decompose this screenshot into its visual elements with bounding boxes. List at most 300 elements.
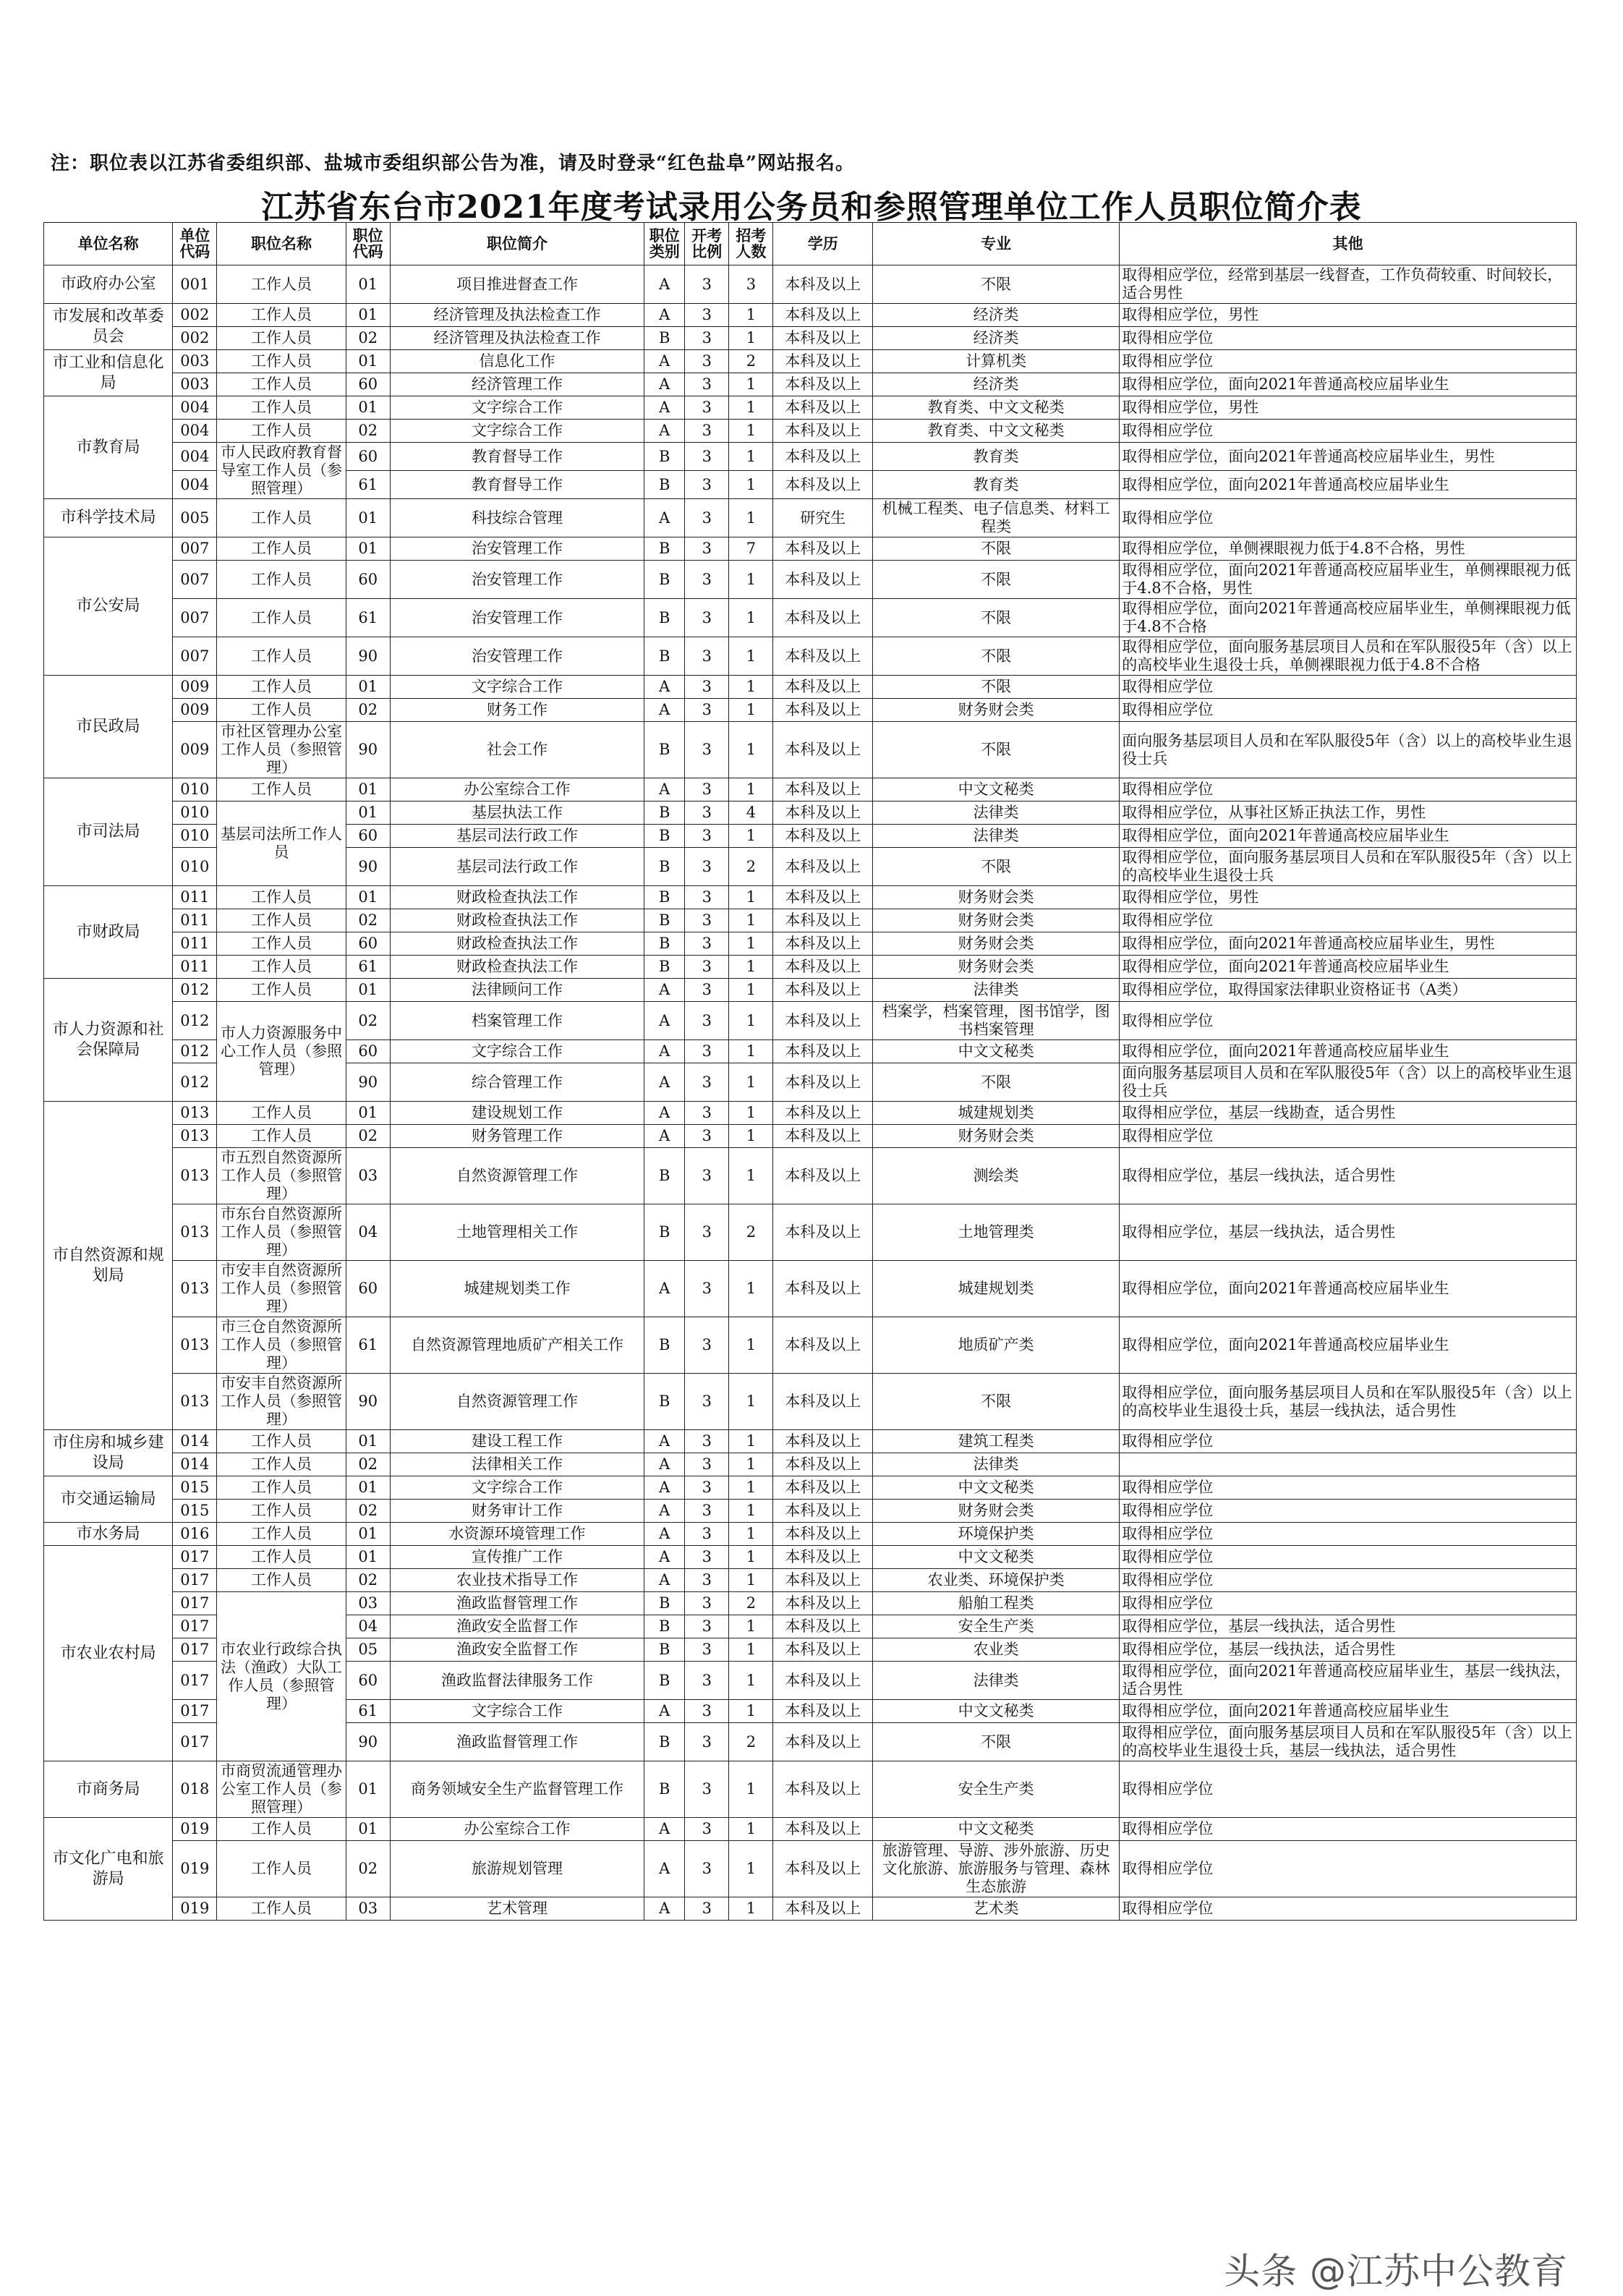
category-cell: A bbox=[644, 1818, 685, 1841]
ratio-cell: 3 bbox=[685, 1523, 729, 1546]
position-name-cell: 工作人员 bbox=[217, 1897, 346, 1921]
page-title: 江苏省东台市2021年度考试录用公务员和参照管理单位工作人员职位简介表 bbox=[261, 189, 1362, 226]
position-code-cell: 01 bbox=[346, 676, 390, 699]
position-code-cell: 01 bbox=[346, 1818, 390, 1841]
position-code-cell: 61 bbox=[346, 471, 390, 499]
count-cell: 1 bbox=[729, 1261, 773, 1317]
position-name-cell: 工作人员 bbox=[217, 1500, 346, 1523]
major-cell: 教育类 bbox=[872, 443, 1119, 471]
category-cell: B bbox=[644, 599, 685, 637]
unit-name-cell: 市政府办公室 bbox=[44, 265, 173, 304]
position-code-cell: 03 bbox=[346, 1148, 390, 1204]
major-cell: 法律类 bbox=[872, 802, 1119, 825]
table-row bbox=[44, 637, 1577, 676]
ratio-cell: 3 bbox=[685, 1615, 729, 1638]
other-cell: 取得相应学位，单侧裸眼视力低于4.8不合格，男性 bbox=[1120, 537, 1577, 561]
other-cell: 取得相应学位 bbox=[1120, 699, 1577, 722]
count-cell: 1 bbox=[729, 1841, 773, 1897]
education-cell: 研究生 bbox=[773, 499, 873, 537]
count-cell: 2 bbox=[729, 1592, 773, 1615]
other-cell: 取得相应学位，面向2021年普通高校应届毕业生，单侧裸眼视力低于4.8不合格 bbox=[1120, 599, 1577, 637]
count-cell: 1 bbox=[729, 1569, 773, 1592]
other-cell: 取得相应学位，面向2021年普通高校应届毕业生 bbox=[1120, 1040, 1577, 1063]
count-cell: 1 bbox=[729, 1897, 773, 1921]
count-cell: 1 bbox=[729, 1546, 773, 1569]
count-cell: 1 bbox=[729, 722, 773, 778]
major-cell: 不限 bbox=[872, 599, 1119, 637]
other-cell: 取得相应学位 bbox=[1120, 1897, 1577, 1921]
ratio-cell: 3 bbox=[685, 979, 729, 1002]
position-code-cell: 03 bbox=[346, 1897, 390, 1921]
ratio-cell: 3 bbox=[685, 886, 729, 909]
position-code-cell: 02 bbox=[346, 699, 390, 722]
education-cell: 本科及以上 bbox=[773, 1500, 873, 1523]
unit-code-cell: 013 bbox=[173, 1102, 217, 1125]
unit-code-cell: 007 bbox=[173, 561, 217, 599]
position-name-cell: 基层司法所工作人员 bbox=[217, 802, 346, 886]
major-cell: 不限 bbox=[872, 848, 1119, 886]
ratio-cell: 3 bbox=[685, 443, 729, 471]
category-cell: A bbox=[644, 979, 685, 1002]
count-cell: 1 bbox=[729, 1430, 773, 1453]
unit-code-cell: 009 bbox=[173, 699, 217, 722]
position-name-cell: 工作人员 bbox=[217, 537, 346, 561]
ratio-cell: 3 bbox=[685, 1317, 729, 1374]
position-code-cell: 90 bbox=[346, 848, 390, 886]
count-cell: 1 bbox=[729, 420, 773, 443]
other-cell: 取得相应学位，男性 bbox=[1120, 304, 1577, 327]
major-cell: 法律类 bbox=[872, 979, 1119, 1002]
position-code-cell: 02 bbox=[346, 1453, 390, 1476]
major-cell: 旅游管理、导游、涉外旅游、历史文化旅游、旅游服务与管理、森林生态旅游 bbox=[872, 1841, 1119, 1897]
other-cell: 取得相应学位，面向服务基层项目人员和在军队服役5年（含）以上的高校毕业生退役士兵 bbox=[1120, 848, 1577, 886]
education-cell: 本科及以上 bbox=[773, 1148, 873, 1204]
major-cell: 环境保护类 bbox=[872, 1523, 1119, 1546]
count-cell: 1 bbox=[729, 304, 773, 327]
table-row bbox=[44, 1818, 1577, 1841]
category-cell: B bbox=[644, 537, 685, 561]
count-cell: 1 bbox=[729, 825, 773, 848]
position-name-cell: 工作人员 bbox=[217, 676, 346, 699]
ratio-cell: 3 bbox=[685, 1569, 729, 1592]
position-desc-cell: 商务领域安全生产监督管理工作 bbox=[390, 1761, 644, 1818]
ratio-cell: 3 bbox=[685, 1546, 729, 1569]
category-cell: B bbox=[644, 1761, 685, 1818]
major-cell: 财务财会类 bbox=[872, 1125, 1119, 1148]
major-cell: 财务财会类 bbox=[872, 909, 1119, 932]
other-cell: 取得相应学位，面向2021年普通高校应届毕业生，男性 bbox=[1120, 932, 1577, 956]
position-name-cell: 工作人员 bbox=[217, 1546, 346, 1569]
unit-code-cell: 010 bbox=[173, 848, 217, 886]
unit-code-cell: 013 bbox=[173, 1317, 217, 1374]
ratio-cell: 3 bbox=[685, 1723, 729, 1761]
ratio-cell: 3 bbox=[685, 848, 729, 886]
position-code-cell: 60 bbox=[346, 825, 390, 848]
position-code-cell: 02 bbox=[346, 909, 390, 932]
count-cell: 1 bbox=[729, 979, 773, 1002]
position-code-cell: 01 bbox=[346, 350, 390, 373]
count-cell: 3 bbox=[729, 265, 773, 304]
position-name-cell: 工作人员 bbox=[217, 932, 346, 956]
major-cell: 城建规划类 bbox=[872, 1261, 1119, 1317]
count-cell: 1 bbox=[729, 1453, 773, 1476]
count-cell: 1 bbox=[729, 1615, 773, 1638]
education-cell: 本科及以上 bbox=[773, 1897, 873, 1921]
unit-code-cell: 003 bbox=[173, 373, 217, 396]
other-cell: 面向服务基层项目人员和在军队服役5年（含）以上的高校毕业生退役士兵 bbox=[1120, 722, 1577, 778]
position-name-cell: 工作人员 bbox=[217, 561, 346, 599]
unit-code-cell: 017 bbox=[173, 1569, 217, 1592]
unit-code-cell: 013 bbox=[173, 1374, 217, 1430]
education-cell: 本科及以上 bbox=[773, 1317, 873, 1374]
unit-name-cell: 市公安局 bbox=[44, 537, 173, 676]
other-cell: 面向服务基层项目人员和在军队服役5年（含）以上的高校毕业生退役士兵 bbox=[1120, 1063, 1577, 1102]
table-row bbox=[44, 599, 1577, 637]
major-cell: 财务财会类 bbox=[872, 956, 1119, 979]
count-cell: 1 bbox=[729, 932, 773, 956]
other-cell: 取得相应学位，面向服务基层项目人员和在军队服役5年（含）以上的高校毕业生退役士兵，基层一线执法，适合男性 bbox=[1120, 1723, 1577, 1761]
position-code-cell: 04 bbox=[346, 1204, 390, 1261]
education-cell: 本科及以上 bbox=[773, 1662, 873, 1700]
category-cell: A bbox=[644, 1040, 685, 1063]
education-cell: 本科及以上 bbox=[773, 1569, 873, 1592]
position-code-cell: 01 bbox=[346, 1761, 390, 1818]
position-code-cell: 01 bbox=[346, 537, 390, 561]
notice-text: 注：职位表以江苏省委组织部、盐城市委组织部公告为准，请及时登录“红色盐阜”网站报名。 bbox=[51, 153, 855, 174]
position-desc-cell: 建设规划工作 bbox=[390, 1102, 644, 1125]
ratio-cell: 3 bbox=[685, 1430, 729, 1453]
position-desc-cell: 治安管理工作 bbox=[390, 637, 644, 676]
ratio-cell: 3 bbox=[685, 1592, 729, 1615]
position-desc-cell: 旅游规划管理 bbox=[390, 1841, 644, 1897]
header-cell: 职位类别 bbox=[644, 223, 685, 265]
category-cell: A bbox=[644, 373, 685, 396]
table-row bbox=[44, 1430, 1577, 1453]
major-cell: 教育类、中文文秘类 bbox=[872, 420, 1119, 443]
unit-name-cell: 市水务局 bbox=[44, 1523, 173, 1546]
table-body bbox=[44, 265, 1577, 1921]
position-name-cell: 市五烈自然资源所工作人员（参照管理） bbox=[217, 1148, 346, 1204]
position-desc-cell: 办公室综合工作 bbox=[390, 1818, 644, 1841]
category-cell: B bbox=[644, 1638, 685, 1662]
ratio-cell: 3 bbox=[685, 327, 729, 350]
category-cell: A bbox=[644, 1841, 685, 1897]
table-row bbox=[44, 1102, 1577, 1125]
position-desc-cell: 治安管理工作 bbox=[390, 561, 644, 599]
major-cell: 建筑工程类 bbox=[872, 1430, 1119, 1453]
ratio-cell: 3 bbox=[685, 1453, 729, 1476]
table-row bbox=[44, 676, 1577, 699]
position-desc-cell: 文字综合工作 bbox=[390, 676, 644, 699]
unit-code-cell: 018 bbox=[173, 1761, 217, 1818]
table-row bbox=[44, 420, 1577, 443]
position-desc-cell: 综合管理工作 bbox=[390, 1063, 644, 1102]
unit-code-cell: 017 bbox=[173, 1546, 217, 1569]
position-name-cell: 工作人员 bbox=[217, 420, 346, 443]
position-code-cell: 04 bbox=[346, 1615, 390, 1638]
unit-code-cell: 003 bbox=[173, 350, 217, 373]
major-cell: 教育类 bbox=[872, 471, 1119, 499]
count-cell: 1 bbox=[729, 1500, 773, 1523]
unit-code-cell: 019 bbox=[173, 1818, 217, 1841]
major-cell: 不限 bbox=[872, 537, 1119, 561]
other-cell: 取得相应学位 bbox=[1120, 1569, 1577, 1592]
education-cell: 本科及以上 bbox=[773, 956, 873, 979]
position-name-cell: 工作人员 bbox=[217, 1523, 346, 1546]
category-cell: B bbox=[644, 1592, 685, 1615]
count-cell: 1 bbox=[729, 561, 773, 599]
position-name-cell: 工作人员 bbox=[217, 304, 346, 327]
position-name-cell: 市人民政府教育督导室工作人员（参照管理） bbox=[217, 443, 346, 499]
position-desc-cell: 艺术管理 bbox=[390, 1897, 644, 1921]
unit-code-cell: 004 bbox=[173, 420, 217, 443]
table-row bbox=[44, 1261, 1577, 1317]
position-desc-cell: 农业技术指导工作 bbox=[390, 1569, 644, 1592]
unit-code-cell: 013 bbox=[173, 1125, 217, 1148]
category-cell: B bbox=[644, 1723, 685, 1761]
ratio-cell: 3 bbox=[685, 1500, 729, 1523]
major-cell: 计算机类 bbox=[872, 350, 1119, 373]
header-cell: 职位名称 bbox=[217, 223, 346, 265]
category-cell: B bbox=[644, 956, 685, 979]
major-cell: 经济类 bbox=[872, 373, 1119, 396]
position-code-cell: 02 bbox=[346, 1125, 390, 1148]
category-cell: B bbox=[644, 1317, 685, 1374]
category-cell: A bbox=[644, 1546, 685, 1569]
education-cell: 本科及以上 bbox=[773, 676, 873, 699]
table-header-row bbox=[44, 223, 1577, 265]
ratio-cell: 3 bbox=[685, 1063, 729, 1102]
unit-code-cell: 012 bbox=[173, 1002, 217, 1040]
category-cell: B bbox=[644, 1148, 685, 1204]
other-cell: 取得相应学位，基层一线执法，适合男性 bbox=[1120, 1615, 1577, 1638]
major-cell: 机械工程类、电子信息类、材料工程类 bbox=[872, 499, 1119, 537]
ratio-cell: 3 bbox=[685, 1374, 729, 1430]
position-desc-cell: 城建规划类工作 bbox=[390, 1261, 644, 1317]
category-cell: A bbox=[644, 1063, 685, 1102]
education-cell: 本科及以上 bbox=[773, 722, 873, 778]
unit-code-cell: 011 bbox=[173, 956, 217, 979]
table-row bbox=[44, 1317, 1577, 1374]
position-desc-cell: 渔政监督法律服务工作 bbox=[390, 1662, 644, 1700]
position-code-cell: 90 bbox=[346, 1063, 390, 1102]
position-desc-cell: 教育督导工作 bbox=[390, 471, 644, 499]
position-name-cell: 工作人员 bbox=[217, 1430, 346, 1453]
position-code-cell: 90 bbox=[346, 1723, 390, 1761]
ratio-cell: 3 bbox=[685, 1261, 729, 1317]
unit-code-cell: 019 bbox=[173, 1841, 217, 1897]
count-cell: 1 bbox=[729, 1476, 773, 1500]
category-cell: A bbox=[644, 1125, 685, 1148]
position-code-cell: 01 bbox=[346, 1430, 390, 1453]
position-desc-cell: 法律顾问工作 bbox=[390, 979, 644, 1002]
education-cell: 本科及以上 bbox=[773, 265, 873, 304]
major-cell: 经济类 bbox=[872, 304, 1119, 327]
unit-code-cell: 015 bbox=[173, 1500, 217, 1523]
header-cell: 职位简介 bbox=[390, 223, 644, 265]
table-row bbox=[44, 1523, 1577, 1546]
position-desc-cell: 土地管理相关工作 bbox=[390, 1204, 644, 1261]
table-row bbox=[44, 699, 1577, 722]
table-row bbox=[44, 1002, 1577, 1040]
education-cell: 本科及以上 bbox=[773, 1700, 873, 1723]
position-code-cell: 90 bbox=[346, 1374, 390, 1430]
major-cell: 不限 bbox=[872, 1723, 1119, 1761]
unit-code-cell: 011 bbox=[173, 932, 217, 956]
education-cell: 本科及以上 bbox=[773, 1546, 873, 1569]
education-cell: 本科及以上 bbox=[773, 471, 873, 499]
unit-code-cell: 017 bbox=[173, 1662, 217, 1700]
unit-name-cell: 市交通运输局 bbox=[44, 1476, 173, 1523]
education-cell: 本科及以上 bbox=[773, 1818, 873, 1841]
education-cell: 本科及以上 bbox=[773, 420, 873, 443]
position-code-cell: 01 bbox=[346, 802, 390, 825]
count-cell: 2 bbox=[729, 1204, 773, 1261]
position-name-cell: 工作人员 bbox=[217, 909, 346, 932]
unit-code-cell: 011 bbox=[173, 909, 217, 932]
category-cell: A bbox=[644, 1261, 685, 1317]
major-cell: 中文文秘类 bbox=[872, 1546, 1119, 1569]
major-cell: 法律类 bbox=[872, 1662, 1119, 1700]
position-code-cell: 01 bbox=[346, 1102, 390, 1125]
other-cell: 取得相应学位 bbox=[1120, 1125, 1577, 1148]
table-row bbox=[44, 1148, 1577, 1204]
major-cell: 不限 bbox=[872, 1063, 1119, 1102]
position-desc-cell: 自然资源管理工作 bbox=[390, 1148, 644, 1204]
table-row bbox=[44, 886, 1577, 909]
education-cell: 本科及以上 bbox=[773, 599, 873, 637]
table-row bbox=[44, 1500, 1577, 1523]
education-cell: 本科及以上 bbox=[773, 1761, 873, 1818]
category-cell: A bbox=[644, 1569, 685, 1592]
education-cell: 本科及以上 bbox=[773, 350, 873, 373]
education-cell: 本科及以上 bbox=[773, 1723, 873, 1761]
education-cell: 本科及以上 bbox=[773, 373, 873, 396]
education-cell: 本科及以上 bbox=[773, 1615, 873, 1638]
unit-code-cell: 017 bbox=[173, 1615, 217, 1638]
table-row bbox=[44, 265, 1577, 304]
category-cell: B bbox=[644, 848, 685, 886]
count-cell: 1 bbox=[729, 1638, 773, 1662]
unit-name-cell: 市文化广电和旅游局 bbox=[44, 1818, 173, 1921]
position-desc-cell: 教育督导工作 bbox=[390, 443, 644, 471]
position-name-cell: 工作人员 bbox=[217, 499, 346, 537]
table-row bbox=[44, 499, 1577, 537]
count-cell: 1 bbox=[729, 471, 773, 499]
unit-code-cell: 015 bbox=[173, 1476, 217, 1500]
major-cell: 船舶工程类 bbox=[872, 1592, 1119, 1615]
other-cell: 取得相应学位，面向2021年普通高校应届毕业生 bbox=[1120, 1700, 1577, 1723]
unit-code-cell: 009 bbox=[173, 722, 217, 778]
other-cell: 取得相应学位 bbox=[1120, 1476, 1577, 1500]
count-cell: 1 bbox=[729, 396, 773, 420]
unit-code-cell: 001 bbox=[173, 265, 217, 304]
ratio-cell: 3 bbox=[685, 1897, 729, 1921]
other-cell: 取得相应学位，面向2021年普通高校应届毕业生 bbox=[1120, 1261, 1577, 1317]
count-cell: 1 bbox=[729, 1818, 773, 1841]
count-cell: 1 bbox=[729, 1761, 773, 1818]
header-cell: 职位代码 bbox=[346, 223, 390, 265]
other-cell: 取得相应学位，面向2021年普通高校应届毕业生，单侧裸眼视力低于4.8不合格，男性 bbox=[1120, 561, 1577, 599]
category-cell: A bbox=[644, 1002, 685, 1040]
education-cell: 本科及以上 bbox=[773, 561, 873, 599]
count-cell: 1 bbox=[729, 956, 773, 979]
position-name-cell: 工作人员 bbox=[217, 599, 346, 637]
category-cell: B bbox=[644, 802, 685, 825]
other-cell: 取得相应学位 bbox=[1120, 350, 1577, 373]
education-cell: 本科及以上 bbox=[773, 886, 873, 909]
position-code-cell: 60 bbox=[346, 373, 390, 396]
position-name-cell: 工作人员 bbox=[217, 1841, 346, 1897]
table-row bbox=[44, 1476, 1577, 1500]
table-row bbox=[44, 1592, 1577, 1615]
position-name-cell: 工作人员 bbox=[217, 637, 346, 676]
unit-code-cell: 005 bbox=[173, 499, 217, 537]
education-cell: 本科及以上 bbox=[773, 1430, 873, 1453]
unit-name-cell: 市发展和改革委员会 bbox=[44, 304, 173, 350]
category-cell: A bbox=[644, 1430, 685, 1453]
table-row bbox=[44, 1761, 1577, 1818]
ratio-cell: 3 bbox=[685, 722, 729, 778]
major-cell: 教育类、中文文秘类 bbox=[872, 396, 1119, 420]
position-desc-cell: 自然资源管理地质矿产相关工作 bbox=[390, 1317, 644, 1374]
count-cell: 1 bbox=[729, 1063, 773, 1102]
position-desc-cell: 项目推进督查工作 bbox=[390, 265, 644, 304]
table-row bbox=[44, 778, 1577, 802]
education-cell: 本科及以上 bbox=[773, 637, 873, 676]
unit-code-cell: 014 bbox=[173, 1453, 217, 1476]
education-cell: 本科及以上 bbox=[773, 304, 873, 327]
count-cell: 1 bbox=[729, 699, 773, 722]
major-cell: 中文文秘类 bbox=[872, 1700, 1119, 1723]
category-cell: A bbox=[644, 265, 685, 304]
category-cell: B bbox=[644, 1615, 685, 1638]
position-code-cell: 90 bbox=[346, 722, 390, 778]
position-name-cell: 市安丰自然资源所工作人员（参照管理） bbox=[217, 1261, 346, 1317]
major-cell: 经济类 bbox=[872, 327, 1119, 350]
header-cell: 招考人数 bbox=[729, 223, 773, 265]
ratio-cell: 3 bbox=[685, 1040, 729, 1063]
count-cell: 1 bbox=[729, 909, 773, 932]
position-desc-cell: 科技综合管理 bbox=[390, 499, 644, 537]
other-cell: 取得相应学位，面向服务基层项目人员和在军队服役5年（含）以上的高校毕业生退役士兵，单侧裸眼视力低于4.8不合格 bbox=[1120, 637, 1577, 676]
unit-name-cell: 市自然资源和规划局 bbox=[44, 1102, 173, 1430]
position-desc-cell: 渔政安全监督工作 bbox=[390, 1638, 644, 1662]
position-desc-cell: 建设工程工作 bbox=[390, 1430, 644, 1453]
category-cell: B bbox=[644, 932, 685, 956]
table-row bbox=[44, 396, 1577, 420]
unit-code-cell: 009 bbox=[173, 676, 217, 699]
major-cell: 不限 bbox=[872, 561, 1119, 599]
table-row bbox=[44, 1453, 1577, 1476]
major-cell: 不限 bbox=[872, 676, 1119, 699]
table-row bbox=[44, 1569, 1577, 1592]
position-code-cell: 02 bbox=[346, 1841, 390, 1897]
position-code-cell: 01 bbox=[346, 1546, 390, 1569]
position-name-cell: 市人力资源服务中心工作人员（参照管理） bbox=[217, 1002, 346, 1102]
major-cell: 土地管理类 bbox=[872, 1204, 1119, 1261]
position-code-cell: 60 bbox=[346, 561, 390, 599]
other-cell bbox=[1120, 1453, 1577, 1476]
ratio-cell: 3 bbox=[685, 265, 729, 304]
position-desc-cell: 社会工作 bbox=[390, 722, 644, 778]
unit-code-cell: 007 bbox=[173, 637, 217, 676]
position-name-cell: 工作人员 bbox=[217, 778, 346, 802]
category-cell: A bbox=[644, 1500, 685, 1523]
education-cell: 本科及以上 bbox=[773, 1261, 873, 1317]
ratio-cell: 3 bbox=[685, 537, 729, 561]
unit-code-cell: 013 bbox=[173, 1261, 217, 1317]
